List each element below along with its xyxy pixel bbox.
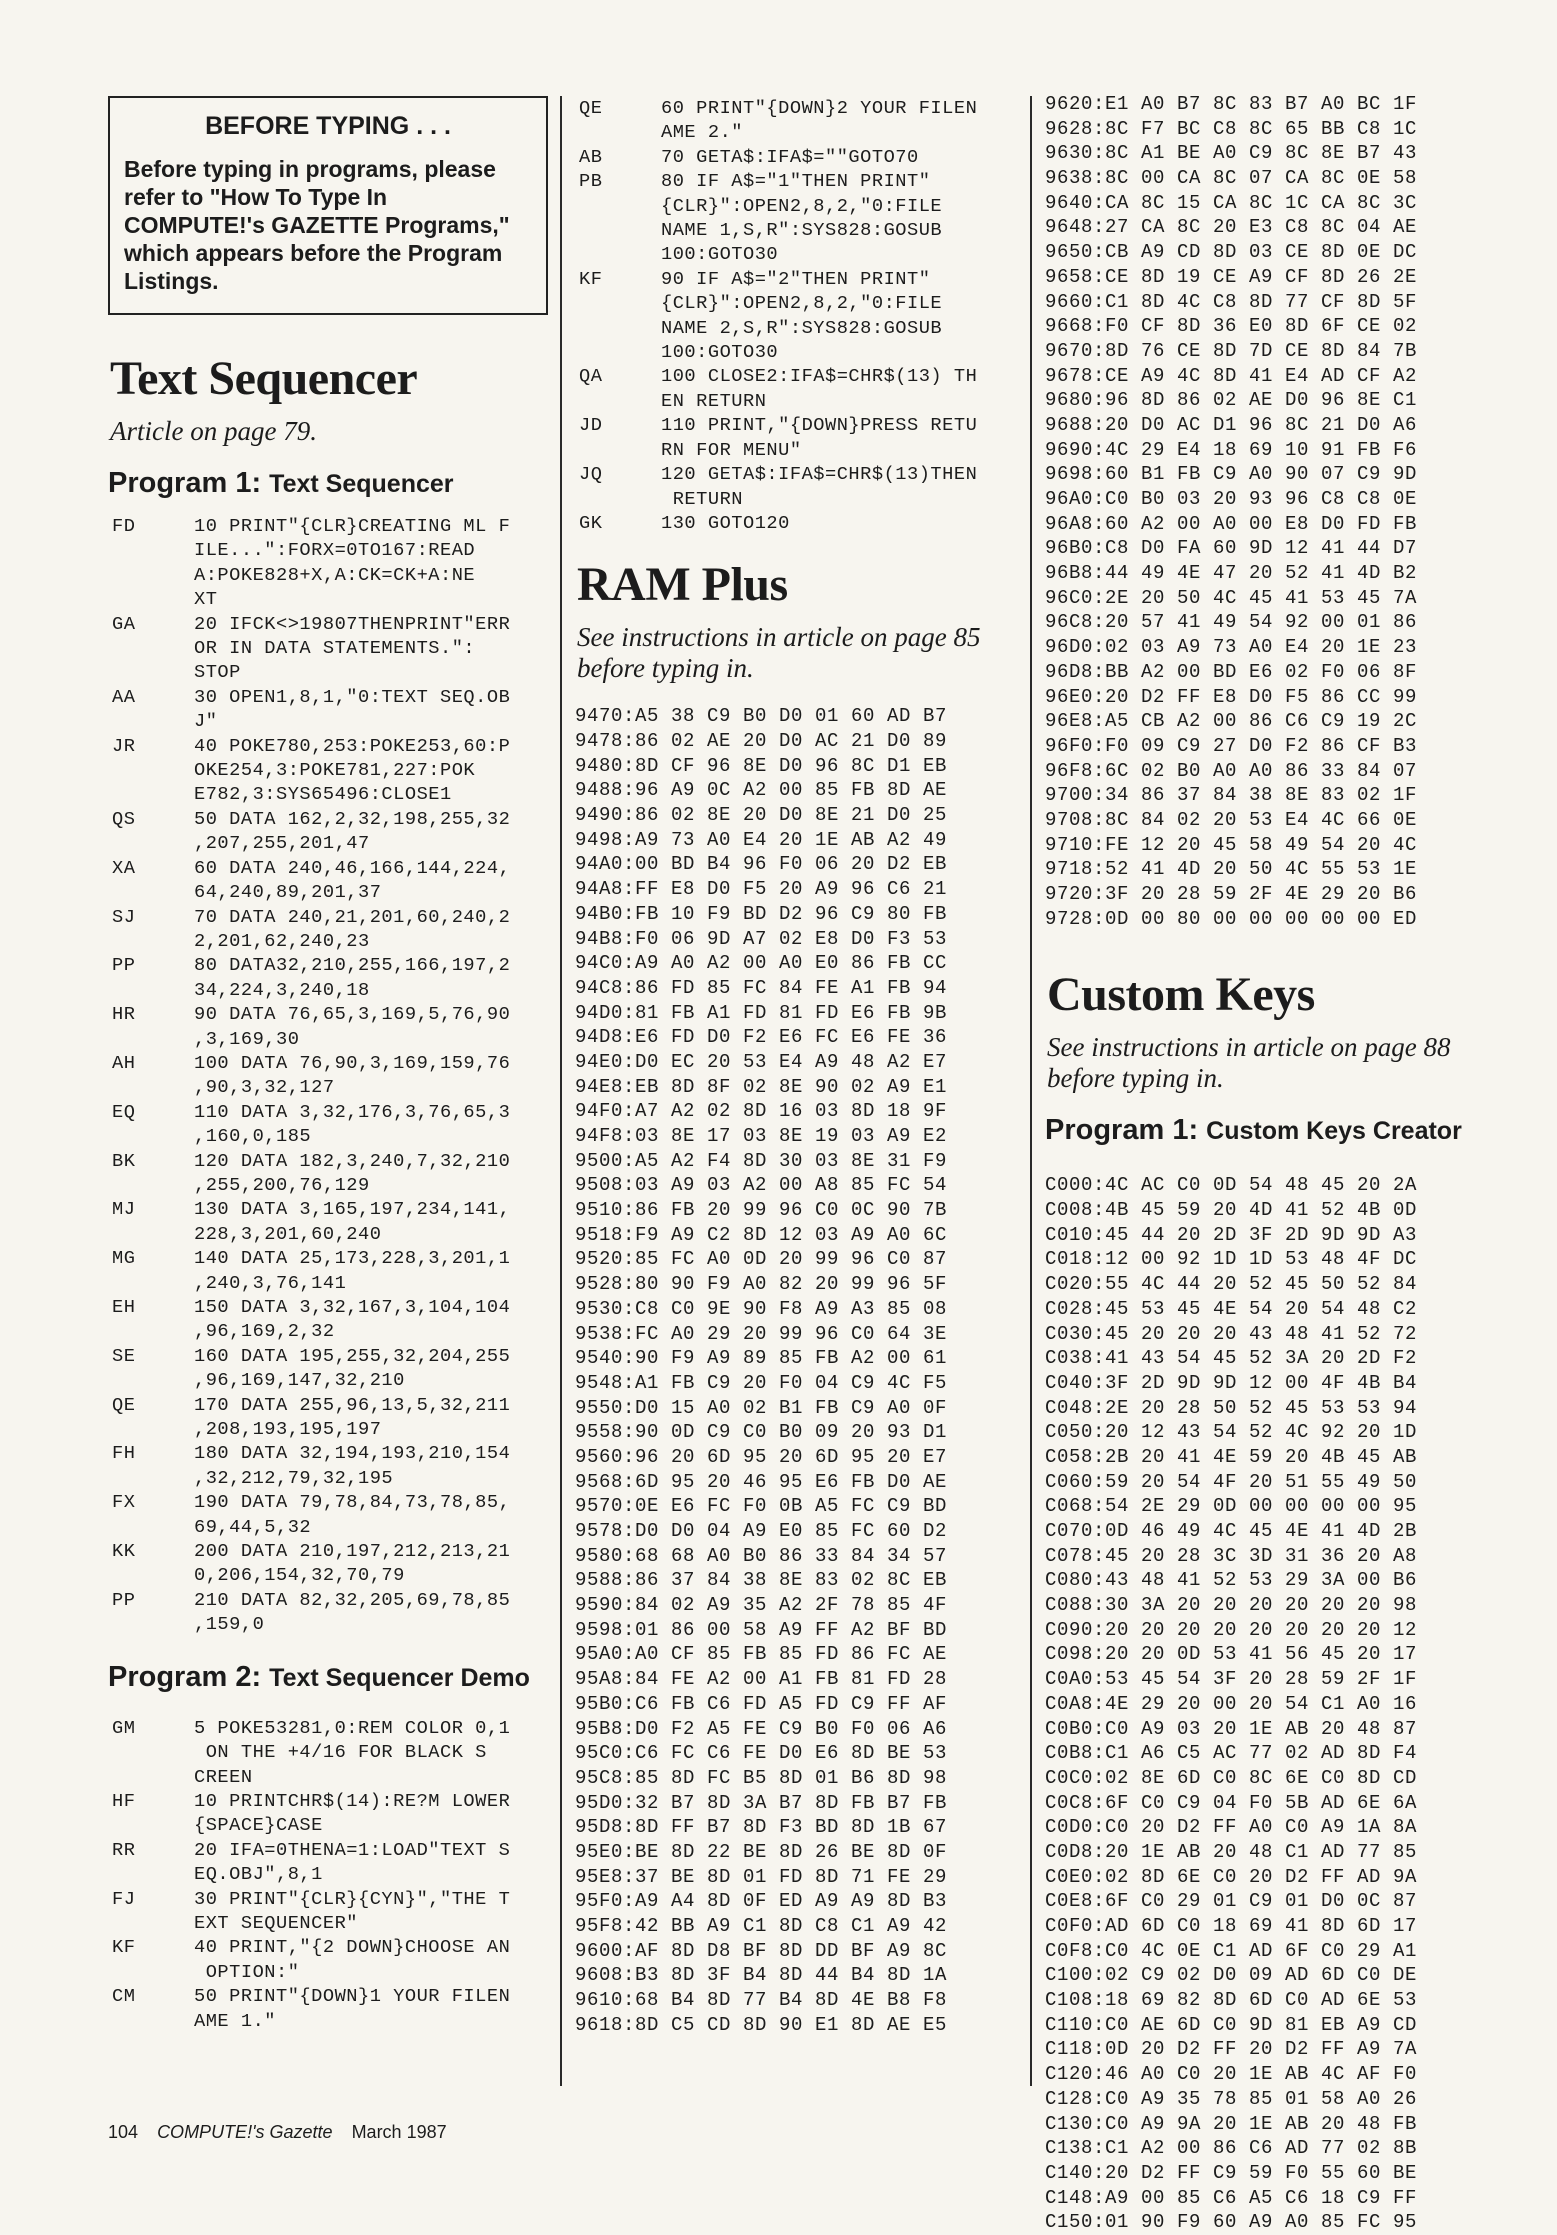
code-text: 160 DATA 195,255,32,204,255 ,96,169,147,32,210 (194, 1344, 511, 1392)
code-line (575, 511, 1010, 535)
hex-line: 9680:96 8D 86 02 AE D0 96 8E C1 (1045, 389, 1418, 412)
hex-line: 9580:68 68 A0 B0 86 33 84 34 57 (575, 1544, 948, 1567)
checksum-code: AB (579, 145, 603, 168)
code-line (575, 96, 1010, 145)
hex-line: 9630:8C A1 BE A0 C9 8C 8E B7 43 (1045, 142, 1418, 165)
hex-line: 9478:86 02 AE 20 D0 AC 21 D0 89 (575, 730, 948, 752)
checksum-code: QS (112, 807, 136, 830)
hex-line: 9708:8C 84 02 20 53 E4 4C 66 0E (1045, 808, 1418, 831)
checksum-code: BK (112, 1149, 136, 1172)
hex-line: C100:02 C9 02 D0 09 AD 6D C0 DE (1045, 1964, 1418, 1987)
hex-line: C028:45 53 45 4E 54 20 54 48 C2 (1045, 1297, 1418, 1320)
program-1-heading (108, 467, 548, 500)
hex-line: 9530:C8 C0 9E 90 F8 A9 A3 85 08 (575, 1297, 948, 1320)
hex-line: 96B0:C8 D0 FA 60 9D 12 41 44 D7 (1045, 537, 1418, 560)
hex-line: 96B8:44 49 4E 47 20 52 41 4D B2 (1045, 562, 1418, 585)
code-text: 140 DATA 25,173,228,3,201,1 ,240,3,76,141 (194, 1247, 511, 1294)
hex-line: C140:20 D2 FF C9 59 F0 55 60 BE (1045, 2161, 1418, 2184)
code-line (575, 145, 1010, 169)
hex-line: C090:20 20 20 20 20 20 20 20 12 (1045, 1618, 1418, 1641)
hex-line: C118:0D 20 D2 FF 20 D2 FF A9 7A (1045, 2038, 1418, 2061)
code-line (108, 685, 548, 734)
code-line (108, 1984, 548, 2033)
checksum-code: PB (579, 170, 603, 193)
code-line (108, 1716, 548, 1789)
checksum-code: QE (579, 97, 603, 119)
code-text: 60 DATA 240,46,166,144,224, 64,240,89,201,37 (194, 856, 511, 904)
hex-line: 9728:0D 00 80 00 00 00 00 00 ED (1045, 907, 1418, 930)
code-text: 40 POKE780,253:POKE253,60:P OKE254,3:POKE781,227:POK E782,3:SYS65496:CLOSE1 (194, 734, 511, 806)
checksum-code: GA (112, 612, 136, 635)
code-text: 20 IFA=0THENA=1:LOAD"TEXT S EQ.OBJ",8,1 (194, 1838, 511, 1886)
hex-line: 9488:96 A9 0C A2 00 85 FB 8D AE (575, 779, 948, 802)
hex-line: C0C0:02 8E 6D C0 8C 6E C0 8D CD (1045, 1766, 1418, 1789)
program-2-listing-continued (575, 96, 1010, 535)
checksum-code: CM (112, 1985, 136, 2008)
hex-line: C058:2B 20 41 4E 59 20 4B 45 AB (1045, 1445, 1418, 1468)
checksum-code: FH (112, 1442, 136, 1465)
code-line (108, 1935, 548, 1984)
code-text: 100 DATA 76,90,3,169,159,76 ,90,3,32,127 (194, 1051, 511, 1099)
code-text: 30 OPEN1,8,1,"0:TEXT SEQ.OB J" (194, 685, 511, 733)
hex-line: 95C8:85 8D FC B5 8D 01 B6 8D 98 (575, 1766, 948, 1789)
checksum-code: FJ (112, 1887, 136, 1910)
hex-line: 9558:90 0D C9 C0 B0 09 20 93 D1 (575, 1421, 948, 1444)
hex-line: C0D8:20 1E AB 20 48 C1 AD 77 85 (1045, 1840, 1418, 1863)
hex-line: 9618:8D C5 CD 8D 90 E1 8D AE E5 (575, 2013, 948, 2036)
hex-line: 9620:E1 A0 B7 8C 83 B7 A0 BC 1F (1045, 93, 1418, 115)
checksum-code: SJ (112, 905, 136, 928)
program-name: Custom Keys Creator (1206, 1117, 1462, 1146)
checksum-code: RR (112, 1838, 136, 1861)
checksum-code: FX (112, 1491, 136, 1514)
article-title-text-sequencer: Text Sequencer (110, 352, 418, 405)
code-line (575, 413, 1010, 462)
checksum-code: KK (112, 1540, 136, 1563)
hex-line: 9520:85 FC A0 0D 20 99 96 C0 87 (575, 1248, 948, 1271)
checksum-code: PP (112, 1588, 136, 1611)
hex-line: 94D8:E6 FD D0 F2 E6 FC E6 FE 36 (575, 1026, 948, 1049)
code-line (108, 1197, 548, 1246)
hex-line: C040:3F 2D 9D 9D 12 00 4F 4B B4 (1045, 1371, 1418, 1394)
hex-line: 95B0:C6 FB C6 FD A5 FD C9 FF AF (575, 1692, 948, 1715)
program-name: Text Sequencer (269, 470, 454, 498)
hex-line: 95B8:D0 F2 A5 FE C9 B0 F0 06 A6 (575, 1717, 948, 1740)
hex-line: 9698:60 B1 FB C9 A0 90 07 C9 9D (1045, 463, 1418, 486)
hex-line: 94E8:EB 8D 8F 02 8E 90 02 A9 E1 (575, 1075, 948, 1098)
checksum-code: SE (112, 1344, 136, 1367)
hex-line: C088:30 3A 20 20 20 20 20 20 98 (1045, 1594, 1418, 1617)
code-text: 10 PRINT"{CLR}CREATING ML F ILE...":FORX=0TO167:READ A:POKE828+X,A:CK=CK+A:NE XT (194, 515, 511, 611)
hex-line: 9570:0E E6 FC F0 0B A5 FC C9 BD (575, 1495, 948, 1518)
code-text: 190 DATA 79,78,84,73,78,85, 69,44,5,32 (194, 1491, 511, 1538)
hex-line: C0F0:AD 6D C0 18 69 41 8D 6D 17 (1045, 1915, 1418, 1937)
hex-line: 94B8:F0 06 9D A7 02 E8 D0 F3 53 (575, 927, 948, 950)
code-text: 150 DATA 3,32,167,3,104,104 ,96,169,2,32 (194, 1296, 511, 1343)
hex-line: 9518:F9 A9 C2 8D 12 03 A9 A0 6C (575, 1223, 948, 1246)
hex-line: C130:C0 A9 9A 20 1E AB 20 48 FB (1045, 2112, 1418, 2135)
code-line (108, 1149, 548, 1198)
checksum-code: MG (112, 1247, 136, 1270)
ram-plus-hex-listing (575, 704, 1010, 2037)
hex-line: 96A0:C0 B0 03 20 93 96 C8 C8 0E (1045, 488, 1418, 510)
hex-line: C018:12 00 92 1D 1D 53 48 4F DC (1045, 1248, 1418, 1271)
code-text: 10 PRINTCHR$(14):RE?M LOWER {SPACE}CASE (194, 1789, 511, 1837)
hex-line: C050:20 12 43 54 52 4C 92 20 1D (1045, 1421, 1418, 1444)
issue-date: March 1987 (351, 2122, 447, 2142)
code-text: 110 DATA 3,32,176,3,76,65,3 ,160,0,185 (194, 1100, 511, 1148)
checksum-code: JR (112, 734, 136, 757)
code-line (108, 514, 548, 612)
hex-line: C030:45 20 20 20 43 48 41 52 72 (1045, 1322, 1418, 1345)
checksum-code: KF (112, 1936, 136, 1959)
hex-line: 9638:8C 00 CA 8C 07 CA 8C 0E 58 (1045, 167, 1418, 190)
hex-line: 95A8:84 FE A2 00 A1 FB 81 FD 28 (575, 1668, 948, 1691)
code-text: 200 DATA 210,197,212,213,21 0,206,154,32,70,79 (194, 1540, 511, 1587)
hex-line: 94B0:FB 10 F9 BD D2 96 C9 80 FB (575, 902, 948, 925)
hex-line: 9480:8D CF 96 8E D0 96 8C D1 EB (575, 754, 948, 777)
code-line (108, 1441, 548, 1490)
code-line (108, 953, 548, 1002)
hex-line: C0E8:6F C0 29 01 C9 01 D0 0C 87 (1045, 1890, 1418, 1913)
code-text: 130 GOTO120 (661, 511, 790, 534)
before-typing-title: BEFORE TYPING . . . (205, 112, 451, 140)
hex-line: 9628:8C F7 BC C8 8C 65 BB C8 1C (1045, 117, 1418, 140)
hex-line: C078:45 20 28 3C 3D 31 36 20 A8 (1045, 1544, 1418, 1567)
code-text: 70 DATA 240,21,201,60,240,2 2,201,62,240,23 (194, 905, 511, 952)
checksum-code: HF (112, 1789, 136, 1812)
hex-line: C0F8:C0 4C 0E C1 AD 6F C0 29 A1 (1045, 1939, 1418, 1962)
code-text: 50 DATA 162,2,32,198,255,32 ,207,255,201,47 (194, 807, 511, 855)
checksum-code: JQ (579, 463, 603, 486)
hex-line: 9560:96 20 6D 95 20 6D 95 20 E7 (575, 1445, 948, 1468)
hex-line: C108:18 69 82 8D 6D C0 AD 6E 53 (1045, 1989, 1418, 2012)
code-text: 180 DATA 32,194,193,210,154 ,32,212,79,32,195 (194, 1442, 511, 1489)
program-label: Program 2: (108, 1660, 262, 1693)
code-text: 170 DATA 255,96,13,5,32,211 ,208,193,195,197 (194, 1393, 511, 1441)
hex-line: 9650:CB A9 CD 8D 03 CE 8D 0E DC (1045, 241, 1418, 264)
code-text: 110 PRINT,"{DOWN}PRESS RETU RN FOR MENU" (661, 414, 978, 461)
code-line (108, 1887, 548, 1936)
checksum-code: MJ (112, 1198, 136, 1221)
column-rule (560, 96, 562, 2086)
hex-line: 96C8:20 57 41 49 54 92 00 01 86 (1045, 611, 1418, 634)
code-text: 80 IF A$="1"THEN PRINT" {CLR}":OPEN2,8,2,"0:FILE NAME 1,S,R":SYS828:GOSUB 100:GOTO30 (661, 170, 943, 266)
hex-line: 9550:D0 15 A0 02 B1 FB C9 A0 0F (575, 1396, 948, 1419)
hex-line: 9668:F0 CF 8D 36 E0 8D 6F CE 02 (1045, 315, 1418, 338)
code-line (108, 807, 548, 856)
program-1-listing (108, 514, 548, 1637)
hex-line: 96F0:F0 09 C9 27 D0 F2 86 CF B3 (1045, 734, 1418, 757)
hex-line: C070:0D 46 49 4C 45 4E 41 4D 2B (1045, 1520, 1418, 1542)
code-text: 50 PRINT"{DOWN}1 YOUR FILEN AME 1." (194, 1985, 511, 2032)
code-line (575, 364, 1010, 413)
code-text: 120 DATA 182,3,240,7,32,210 ,255,200,76,129 (194, 1149, 511, 1196)
checksum-code: GM (112, 1716, 136, 1739)
hex-line: 95D0:32 B7 8D 3A B7 8D FB B7 FB (575, 1791, 948, 1814)
hex-line: C080:43 48 41 52 53 29 3A 00 B6 (1045, 1569, 1418, 1592)
hex-line: 95A0:A0 CF 85 FB 85 FD 86 FC AE (575, 1643, 948, 1666)
code-line (575, 462, 1010, 511)
hex-line: 96D8:BB A2 00 BD E6 02 F0 06 8F (1045, 660, 1418, 683)
checksum-code: AA (112, 685, 136, 708)
hex-line: 95F0:A9 A4 8D 0F ED A9 A9 8D B3 (575, 1890, 948, 1913)
hex-line: 9690:4C 29 E4 18 69 10 91 FB F6 (1045, 438, 1418, 461)
code-line (108, 1393, 548, 1442)
hex-line: 96E0:20 D2 FF E8 D0 F5 86 CC 99 (1045, 685, 1418, 708)
code-line (108, 1539, 548, 1588)
hex-line: C010:45 44 20 2D 3F 2D 9D 9D A3 (1045, 1223, 1418, 1246)
hex-line: 9548:A1 FB C9 20 F0 04 C9 4C F5 (575, 1371, 948, 1394)
hex-line: 94D0:81 FB A1 FD 81 FD E6 FB 9B (575, 1001, 948, 1024)
hex-line: 9540:90 F9 A9 89 85 FB A2 00 61 (575, 1347, 948, 1370)
hex-line: C0A8:4E 29 20 00 20 54 C1 A0 16 (1045, 1692, 1418, 1715)
hex-line: 9678:CE A9 4C 8D 41 E4 AD CF A2 (1045, 364, 1418, 387)
hex-line: C0D0:C0 20 D2 FF A0 C0 A9 1A 8A (1045, 1816, 1418, 1839)
hex-line: C038:41 43 54 45 52 3A 20 2D F2 (1045, 1347, 1418, 1370)
code-text: 90 IF A$="2"THEN PRINT" {CLR}":OPEN2,8,2,"0:FILE NAME 2,S,R":SYS828:GOSUB 100:GOTO30 (661, 267, 943, 364)
ram-plus-hex-listing-continued (1045, 92, 1495, 931)
hex-line: 96D0:02 03 A9 73 A0 E4 20 1E 23 (1045, 636, 1418, 659)
code-text: 90 DATA 76,65,3,169,5,76,90 ,3,169,30 (194, 1003, 511, 1050)
hex-line: 94F0:A7 A2 02 8D 16 03 8D 18 9F (575, 1100, 948, 1123)
hex-line: 9598:01 86 00 58 A9 FF A2 BF BD (575, 1618, 948, 1641)
hex-line: 96A8:60 A2 00 A0 00 E8 D0 FD FB (1045, 512, 1418, 535)
hex-line: 9470:A5 38 C9 B0 D0 01 60 AD B7 (575, 705, 948, 728)
hex-line: 9648:27 CA 8C 20 E3 C8 8C 04 AE (1045, 216, 1418, 239)
page-number: 104 (108, 2122, 139, 2142)
hex-line: 9500:A5 A2 F4 8D 30 03 8E 31 F9 (575, 1149, 948, 1172)
hex-line: C098:20 20 0D 53 41 56 45 20 17 (1045, 1643, 1418, 1666)
checksum-code: XA (112, 856, 136, 879)
hex-line: 9700:34 86 37 84 38 8E 83 02 1F (1045, 784, 1418, 807)
hex-line: 9588:86 37 84 38 8E 83 02 8C EB (575, 1569, 948, 1592)
hex-line: C0B8:C1 A6 C5 AC 77 02 AD 8D F4 (1045, 1742, 1418, 1765)
article-reference: Article on page 79. (110, 416, 317, 446)
code-text: 5 POKE53281,0:REM COLOR 0,1 ON THE +4/16 FOR BLACK S CREEN (194, 1716, 511, 1788)
column-rule (1030, 96, 1032, 2086)
checksum-code: HR (112, 1003, 136, 1026)
magazine-name: COMPUTE!'s Gazette (157, 2122, 333, 2142)
code-line (108, 1588, 548, 1637)
checksum-code: EH (112, 1296, 136, 1318)
hex-line: 9670:8D 76 CE 8D 7D CE 8D 84 7B (1045, 339, 1418, 362)
custom-keys-program-1-heading (1045, 1114, 1495, 1147)
hex-line: 9578:D0 D0 04 A9 E0 85 FC 60 D2 (575, 1520, 948, 1542)
hex-line: C150:01 90 F9 60 A9 A0 85 FC 95 (1045, 2211, 1418, 2234)
hex-line: C008:4B 45 59 20 4D 41 52 4B 0D (1045, 1199, 1418, 1222)
column-3 (1045, 92, 1495, 2235)
code-line (108, 734, 548, 807)
code-text: 130 DATA 3,165,197,234,141, 228,3,201,60,240 (194, 1198, 511, 1245)
hex-line: 95F8:42 BB A9 C1 8D C8 C1 A9 42 (575, 1915, 948, 1937)
custom-keys-hex-listing (1045, 1173, 1495, 2235)
checksum-code: PP (112, 954, 136, 977)
hex-line: 9720:3F 20 28 59 2F 4E 29 20 B6 (1045, 883, 1418, 905)
checksum-code: JD (579, 414, 603, 437)
code-line (108, 1344, 548, 1393)
hex-line: C110:C0 AE 6D C0 9D 81 EB A9 CD (1045, 2013, 1418, 2036)
code-line (108, 1002, 548, 1051)
code-text: 30 PRINT"{CLR}{CYN}","THE T EXT SEQUENCER" (194, 1887, 511, 1934)
hex-line: 9508:03 A9 03 A2 00 A8 85 FC 54 (575, 1174, 948, 1197)
hex-line: C060:59 20 54 4F 20 51 55 49 50 (1045, 1470, 1418, 1493)
checksum-code: QA (579, 365, 603, 388)
code-line (108, 1246, 548, 1295)
hex-line: 9490:86 02 8E 20 D0 8E 21 D0 25 (575, 804, 948, 827)
hex-line: 95C0:C6 FC C6 FE D0 E6 8D BE 53 (575, 1742, 948, 1765)
code-line (575, 169, 1010, 267)
code-line (108, 1295, 548, 1344)
hex-line: 94A0:00 BD B4 96 F0 06 20 D2 EB (575, 853, 948, 876)
program-2-heading (108, 1661, 548, 1694)
code-text: 40 PRINT,"{2 DOWN}CHOOSE AN OPTION:" (194, 1936, 511, 1983)
hex-line: 9538:FC A0 29 20 99 96 C0 64 3E (575, 1322, 948, 1345)
custom-keys-instructions: See instructions in article on page 88 before typing in. (1047, 1032, 1451, 1094)
code-line (108, 1789, 548, 1838)
hex-line: 9528:80 90 F9 A0 82 20 99 96 5F (575, 1273, 948, 1296)
code-text: 80 DATA32,210,255,166,197,2 34,224,3,240,18 (194, 954, 511, 1001)
code-text: 210 DATA 82,32,205,69,78,85 ,159,0 (194, 1588, 511, 1636)
code-line (108, 612, 548, 685)
hex-line: C048:2E 20 28 50 52 45 53 53 94 (1045, 1396, 1418, 1419)
hex-line: 9610:68 B4 8D 77 B4 8D 4E B8 F8 (575, 1989, 948, 2012)
hex-line: 9600:AF 8D D8 BF 8D DD BF A9 8C (575, 1939, 948, 1962)
hex-line: 94C0:A9 A0 A2 00 A0 E0 86 FB CC (575, 952, 948, 975)
before-typing-text: Before typing in programs, please refer to "How To Type In COMPUTE!'s GAZETTE Programs," which appears before the Program Listings. (124, 156, 510, 294)
hex-line: C128:C0 A9 35 78 85 01 58 A0 26 (1045, 2087, 1418, 2110)
code-text: 20 IFCK<>19807THENPRINT"ERR OR IN DATA STATEMENTS.": STOP (194, 612, 511, 684)
hex-line: 9688:20 D0 AC D1 96 8C 21 D0 A6 (1045, 413, 1418, 436)
code-line (108, 1838, 548, 1887)
hex-line: 9608:B3 8D 3F B4 8D 44 B4 8D 1A (575, 1964, 948, 1987)
hex-line: 96E8:A5 CB A2 00 86 C6 C9 19 2C (1045, 710, 1418, 733)
code-line (108, 905, 548, 954)
hex-line: 96C0:2E 20 50 4C 45 41 53 45 7A (1045, 586, 1418, 609)
program-2-listing (108, 1716, 548, 2033)
checksum-code: GK (579, 511, 603, 534)
hex-line: 9658:CE 8D 19 CE A9 CF 8D 26 2E (1045, 265, 1418, 288)
code-text: 70 GETA$:IFA$=""GOTO70 (661, 145, 919, 168)
checksum-code: EQ (112, 1100, 136, 1123)
hex-line: 94A8:FF E8 D0 F5 20 A9 96 C6 21 (575, 878, 948, 901)
code-text: 60 PRINT"{DOWN}2 YOUR FILEN AME 2." (661, 97, 978, 144)
column-1 (108, 96, 548, 2033)
hex-line: C138:C1 A2 00 86 C6 AD 77 02 8B (1045, 2137, 1418, 2160)
code-line (575, 267, 1010, 365)
code-line (108, 1051, 548, 1100)
hex-line: 9710:FE 12 20 45 58 49 54 20 4C (1045, 833, 1418, 856)
article-title-custom-keys: Custom Keys (1047, 968, 1315, 1022)
hex-line: C120:46 A0 C0 20 1E AB 4C AF F0 (1045, 2063, 1418, 2086)
hex-line: 94C8:86 FD 85 FC 84 FE A1 FB 94 (575, 976, 948, 999)
page-footer (108, 2122, 447, 2143)
hex-line: 94F8:03 8E 17 03 8E 19 03 A9 E2 (575, 1125, 948, 1147)
hex-line: 9568:6D 95 20 46 95 E6 FB D0 AE (575, 1470, 948, 1493)
hex-line: C0C8:6F C0 C9 04 F0 5B AD 6E 6A (1045, 1791, 1418, 1814)
hex-line: 95D8:8D FF B7 8D F3 BD 8D 1B 67 (575, 1816, 948, 1839)
ram-plus-instructions: See instructions in article on page 85 before typing in. (577, 622, 981, 684)
hex-line: C148:A9 00 85 C6 A5 C6 18 C9 FF (1045, 2186, 1418, 2209)
program-label: Program 1: (1045, 1114, 1199, 1147)
hex-line: C0B0:C0 A9 03 20 1E AB 20 48 87 (1045, 1717, 1418, 1740)
hex-line: C068:54 2E 29 0D 00 00 00 00 95 (1045, 1495, 1418, 1518)
hex-line: 9498:A9 73 A0 E4 20 1E AB A2 49 (575, 828, 948, 851)
hex-line: C020:55 4C 44 20 52 45 50 52 84 (1045, 1273, 1418, 1296)
hex-line: 95E8:37 BE 8D 01 FD 8D 71 FE 29 (575, 1865, 948, 1888)
hex-line: 96F8:6C 02 B0 A0 A0 86 33 84 07 (1045, 759, 1418, 782)
hex-line: C0A0:53 45 54 3F 20 28 59 2F 1F (1045, 1668, 1418, 1691)
hex-line: 9718:52 41 4D 20 50 4C 55 53 1E (1045, 858, 1418, 881)
checksum-code: QE (112, 1393, 136, 1416)
code-text: 100 CLOSE2:IFA$=CHR$(13) TH EN RETURN (661, 365, 978, 412)
code-line (108, 1100, 548, 1149)
checksum-code: KF (579, 267, 603, 290)
article-title-ram-plus: RAM Plus (577, 558, 788, 612)
code-line (108, 856, 548, 905)
hex-line: 9660:C1 8D 4C C8 8D 77 CF 8D 5F (1045, 290, 1418, 313)
hex-line: C0E0:02 8D 6E C0 20 D2 FF AD 9A (1045, 1865, 1418, 1888)
program-label: Program 1: (108, 467, 262, 499)
hex-line: C000:4C AC C0 0D 54 48 45 20 2A (1045, 1174, 1418, 1197)
hex-line: 9510:86 FB 20 99 96 C0 0C 90 7B (575, 1199, 948, 1222)
checksum-code: FD (112, 515, 136, 537)
code-text: 120 GETA$:IFA$=CHR$(13)THEN RETURN (661, 463, 978, 510)
hex-line: 95E0:BE 8D 22 BE 8D 26 BE 8D 0F (575, 1840, 948, 1863)
code-line (108, 1490, 548, 1539)
hex-line: 94E0:D0 EC 20 53 E4 A9 48 A2 E7 (575, 1050, 948, 1073)
hex-line: 9590:84 02 A9 35 A2 2F 78 85 4F (575, 1594, 948, 1617)
hex-line: 9640:CA 8C 15 CA 8C 1C CA 8C 3C (1045, 191, 1418, 214)
column-2 (575, 96, 1010, 2037)
program-name: Text Sequencer Demo (269, 1663, 530, 1692)
before-typing-box (108, 96, 548, 315)
checksum-code: AH (112, 1051, 136, 1074)
